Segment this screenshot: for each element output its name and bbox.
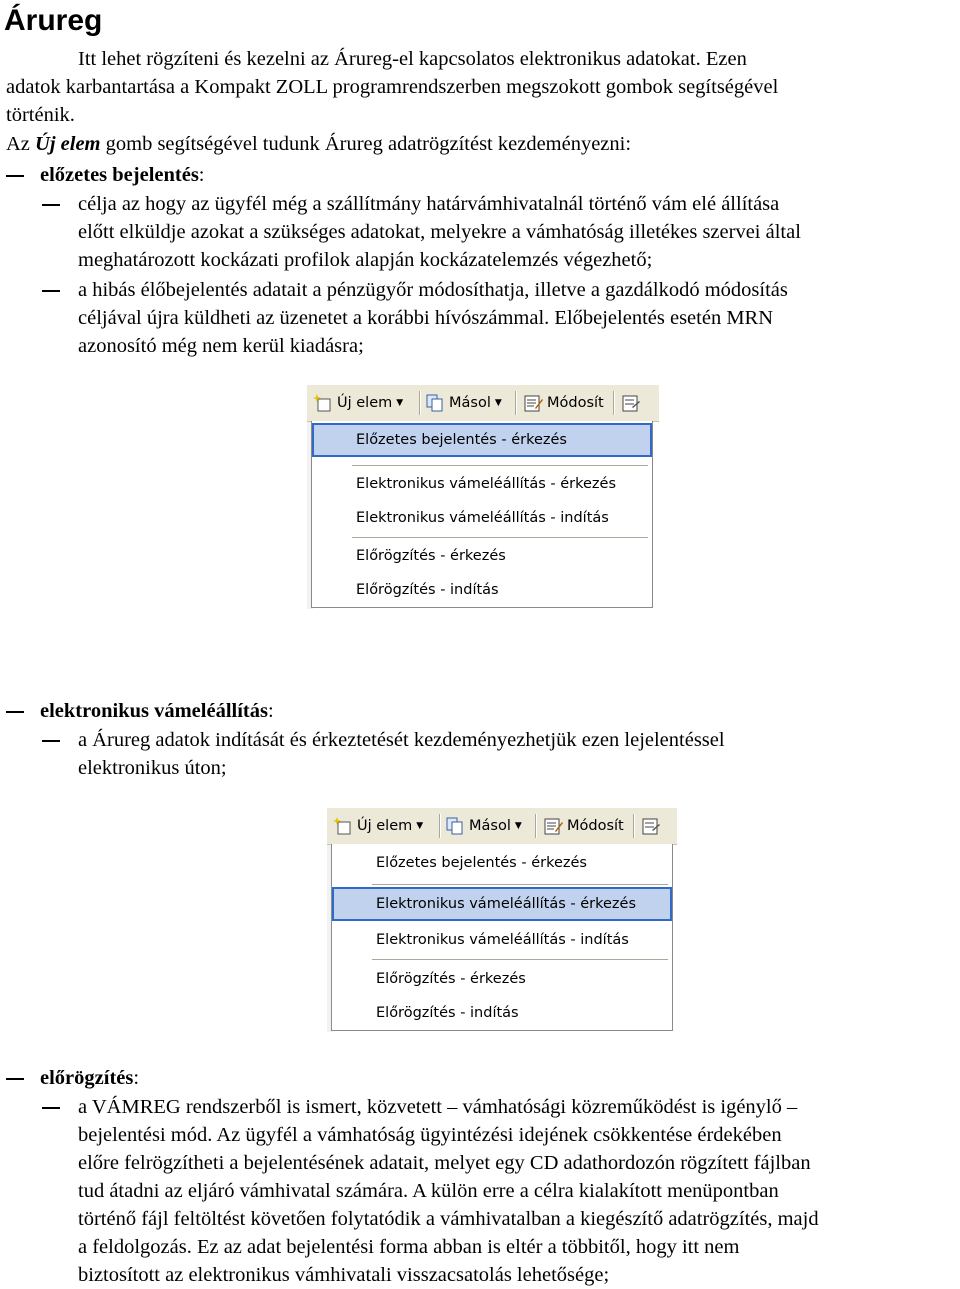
section3-b1-line-7: biztosított az elektronikus vámhivatali visszacsatolás lehetősége; xyxy=(78,1264,610,1286)
dash-bullet xyxy=(42,1107,60,1109)
section3-b1-line-1: a VÁMREG rendszerből is ismert, közvetett – vámhatósági közreműködést is igénylő – xyxy=(78,1096,798,1118)
toolbar-separator xyxy=(515,391,516,415)
dash-bullet xyxy=(6,1078,24,1080)
menu-item-elorogzites-inditas[interactable]: Előrögzítés - indítás xyxy=(356,582,499,598)
section1-b2-line-1: a hibás élőbejelentés adatait a pénzügyőr módosíthatja, illetve a gazdálkodó módosítás xyxy=(78,279,788,301)
menu-item-elorogzites-inditas[interactable]: Előrögzítés - indítás xyxy=(376,1005,519,1021)
properties-button[interactable] xyxy=(621,391,645,415)
menu-item-ev-erkezes[interactable]: Elektronikus vámeléállítás - érkezés xyxy=(356,476,617,492)
uj-elem-suffix: gomb segítségével tudunk Árureg adatrögzítést kezdeményezni: xyxy=(100,133,632,155)
new-item-label: Új elem xyxy=(357,818,413,834)
section1-b2-line-2: céljával újra küldheti az üzenetet a korábbi hívószámmal. Előbejelentés esetén MRN xyxy=(78,307,774,329)
menu-separator xyxy=(352,537,648,538)
new-item-button[interactable] xyxy=(313,391,403,415)
menu-item-ev-erkezes[interactable]: Elektronikus vámeléállítás - érkezés xyxy=(332,887,672,921)
chevron-down-icon: ▼ xyxy=(494,398,502,408)
dash-bullet xyxy=(42,740,60,742)
new-item-icon xyxy=(333,816,353,836)
dash-bullet xyxy=(42,204,60,206)
copy-label: Másol xyxy=(449,395,491,411)
menu-item-ev-inditas[interactable]: Elektronikus vámeléállítás - indítás xyxy=(356,510,609,526)
properties-icon xyxy=(621,393,641,413)
toolbar-separator xyxy=(419,391,420,415)
menu-separator xyxy=(372,959,668,960)
section1-b1-line-3: meghatározott kockázati profilok alapján kockázatelemzés végezhető; xyxy=(78,249,653,271)
edit-icon xyxy=(523,393,543,413)
new-item-label: Új elem xyxy=(337,395,393,411)
new-item-dropdown xyxy=(331,844,673,1031)
section3-heading-line xyxy=(40,1064,139,1092)
menu-item-ev-inditas[interactable]: Elektronikus vámeléállítás - indítás xyxy=(376,932,629,948)
uj-elem-prefix: Az xyxy=(6,133,36,155)
menu-item-elorogzites-erkezes[interactable]: Előrögzítés - érkezés xyxy=(356,548,506,564)
dash-bullet xyxy=(42,290,60,292)
section2-heading: elektronikus vámeléállítás xyxy=(40,700,268,722)
copy-icon xyxy=(425,393,445,413)
uj-elem-sentence xyxy=(6,130,631,158)
menu-separator xyxy=(372,884,668,885)
edit-button[interactable] xyxy=(543,814,624,838)
properties-button[interactable] xyxy=(641,814,665,838)
section3-b1-line-2: bejelentési mód. Az ügyfél a vámhatóság ügyintézési idejének csökkentése érdekében xyxy=(78,1124,782,1146)
section1-b2-line-3: azonosító még nem kerül kiadásra; xyxy=(78,335,364,357)
menu-separator xyxy=(352,465,648,466)
section1-heading-line xyxy=(40,161,205,189)
toolbar-separator xyxy=(633,814,634,838)
edit-label: Módosít xyxy=(547,395,604,411)
edit-label: Módosít xyxy=(567,818,624,834)
intro-line-2: adatok karbantartása a Kompakt ZOLL programrendszerben megszokott gombok segítségével xyxy=(6,76,779,98)
colon: : xyxy=(267,700,274,722)
section1-b1-line-1: célja az hogy az ügyfél még a szállítmány határvámhivatalnál történő vám elé állítása xyxy=(78,193,780,215)
section1-b1-line-2: előtt elküldje azokat a szükséges adatokat, melyekre a vámhatóság illetékes szervei által xyxy=(78,221,801,243)
section3-b1-line-6: a feldolgozás. Ez az adat bejelentési forma abban is eltér a többitől, hogy itt nem xyxy=(78,1236,740,1258)
edit-button[interactable] xyxy=(523,391,604,415)
section3-heading: előrögzítés xyxy=(40,1067,134,1089)
toolbar xyxy=(327,808,677,845)
uj-elem-emphasis: Új elem xyxy=(35,133,101,155)
section2-heading-line xyxy=(40,697,274,725)
chevron-down-icon: ▼ xyxy=(514,821,522,831)
menu-item-elozetes-bejelentes-erkezes[interactable]: Előzetes bejelentés - érkezés xyxy=(376,855,587,871)
menu-item-elorogzites-erkezes[interactable]: Előrögzítés - érkezés xyxy=(376,971,526,987)
colon: : xyxy=(198,164,205,186)
toolbar xyxy=(307,385,659,422)
section2-b1-line-1: a Árureg adatok indítását és érkeztetését kezdeményezhetjük ezen lejelentéssel xyxy=(78,729,725,751)
chevron-down-icon: ▼ xyxy=(396,398,404,408)
menu-screenshot-1 xyxy=(307,385,659,609)
colon: : xyxy=(133,1067,140,1089)
chevron-down-icon: ▼ xyxy=(416,821,424,831)
menu-screenshot-2 xyxy=(327,808,677,1032)
dash-bullet xyxy=(6,175,24,177)
new-item-icon xyxy=(313,393,333,413)
toolbar-separator xyxy=(439,814,440,838)
intro-line-3: történik. xyxy=(6,104,75,126)
section3-b1-line-5: történő fájl feltöltést követően folytatódik a vámhivatalban a kiegészítő adatrögzítés, majd xyxy=(78,1208,819,1230)
page-title: Árureg xyxy=(4,4,103,37)
properties-icon xyxy=(641,816,661,836)
menu-item-elozetes-bejelentes-erkezes[interactable]: Előzetes bejelentés - érkezés xyxy=(312,423,652,457)
copy-icon xyxy=(445,816,465,836)
section1-heading: előzetes bejelentés xyxy=(40,164,199,186)
edit-icon xyxy=(543,816,563,836)
dash-bullet xyxy=(6,711,24,713)
intro-line-1: Itt lehet rögzíteni és kezelni az Árureg-el kapcsolatos elektronikus adatokat. Ezen xyxy=(78,48,747,70)
toolbar-separator xyxy=(613,391,614,415)
copy-button[interactable] xyxy=(425,391,502,415)
toolbar-separator xyxy=(535,814,536,838)
new-item-dropdown xyxy=(311,421,653,608)
copy-button[interactable] xyxy=(445,814,522,838)
copy-label: Másol xyxy=(469,818,511,834)
section2-b1-line-2: elektronikus úton; xyxy=(78,757,227,779)
section3-b1-line-3: előre felrögzítheti a bejelentésének adatait, melyet egy CD adathordozón rögzített fájlban xyxy=(78,1152,811,1174)
section3-b1-line-4: tud átadni az eljáró vámhivatal számára. A külön erre a célra kialakított menüpontban xyxy=(78,1180,779,1202)
new-item-button[interactable] xyxy=(333,814,423,838)
